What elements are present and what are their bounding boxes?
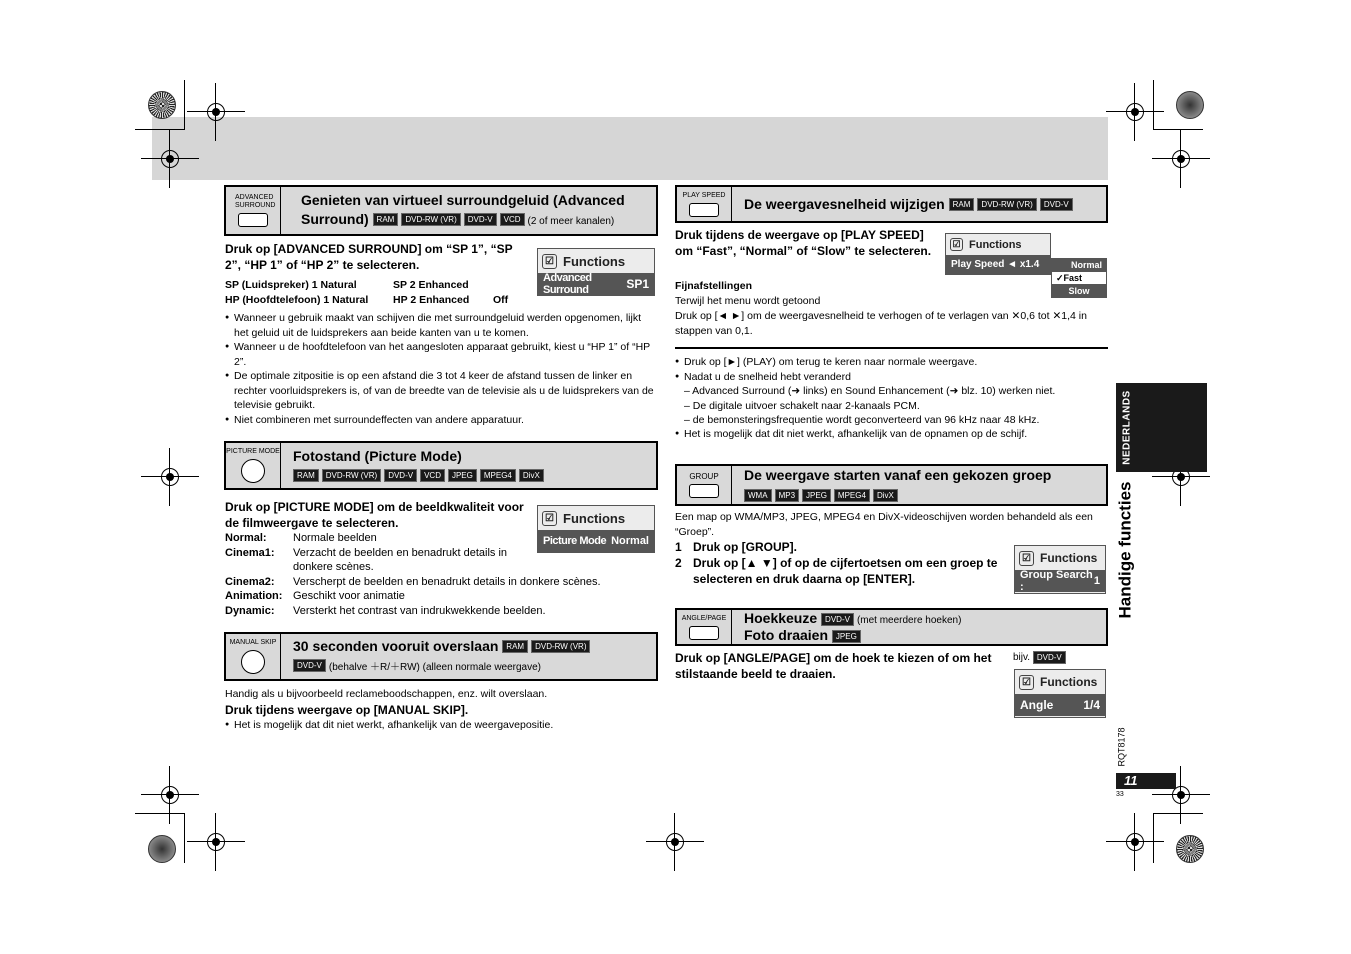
- body-text: Druk op [◄ ►] om de weergavesnelheid te verhogen of te verlagen van ✕0,6 tot ✕1,4 in stappen van 0,1.: [675, 310, 1087, 337]
- osd-header: Functions: [969, 238, 1022, 251]
- crop-line: [1153, 80, 1154, 130]
- osd-value: 1/4: [1083, 698, 1100, 712]
- disc-tag: DVD-V: [293, 659, 326, 672]
- section-title: De weergavesnelheid wijzigen: [744, 195, 945, 212]
- instruction-text: Druk op [PICTURE MODE] om de beeldkwaliteit voor de filmweergave te selecteren.: [225, 500, 524, 530]
- disc-tag: WMA: [744, 489, 772, 502]
- dash-list: [675, 384, 1108, 428]
- doc-code-text: RQT8178: [1117, 727, 1127, 767]
- section-advanced-surround-header: [224, 185, 658, 236]
- check-icon: ☑: [542, 511, 557, 526]
- divider: [675, 347, 1108, 349]
- bullet-list: [675, 427, 1108, 442]
- list-item: – Advanced Surround (➜ links) en Sound Enhancement (➜ blz. 10) werken niet.: [684, 385, 1056, 397]
- mode-item: HP 2 Enhanced: [393, 293, 470, 306]
- manual-skip-button-icon: [226, 634, 281, 679]
- bullet-list: [225, 311, 657, 427]
- list-item: ● Wanneer u gebruik maakt van schijven die met surroundgeluid werden opgenomen, lijkt het geluid uit de luidsprekers aan beide kanten van u te komen.: [225, 311, 657, 340]
- registration-mark-icon: [662, 829, 688, 855]
- body-text: Terwijl het menu wordt getoond: [675, 295, 821, 307]
- functions-osd-group: [1014, 545, 1106, 594]
- check-icon: ☑: [950, 238, 963, 251]
- step-number: 2: [675, 556, 682, 570]
- small-page-number: 33: [1116, 791, 1124, 798]
- osd-value: 1: [1093, 575, 1100, 587]
- osd-label: Play Speed ◄ x1.4: [951, 259, 1040, 270]
- example-label: [1013, 651, 1069, 666]
- play-speed-menu: [1051, 258, 1107, 298]
- crop-line: [1153, 129, 1203, 130]
- section-title: Genieten van virtueel surroundgeluid (Advanced: [301, 191, 625, 208]
- section-note: (met meerdere hoeken): [856, 615, 962, 626]
- list-item: – De digitale uitvoer schakelt naar 2-kanaals PCM.: [684, 399, 920, 412]
- crop-line: [1153, 813, 1203, 814]
- disc-tag: DVD-RW (VR): [977, 198, 1036, 211]
- disc-tag: DVD-V: [1040, 198, 1073, 211]
- osd-header: Functions: [1040, 551, 1098, 565]
- list-item: ● Het is mogelijk dat dit niet werkt, afhankelijk van de opnamen op de schijf.: [675, 427, 1108, 442]
- def-desc: Normale beelden: [293, 532, 377, 544]
- instruction-text: Druk op [ADVANCED SURROUND] om “SP 1”, “SP 2”, “HP 1” of “HP 2” te selecteren.: [225, 242, 513, 272]
- disc-tag: DVD-RW (VR): [401, 213, 460, 226]
- functions-osd-play-speed: [945, 233, 1051, 275]
- button-label: PICTURE MODE: [226, 448, 280, 455]
- registration-star-icon: [148, 91, 176, 119]
- instruction-text: Druk tijdens de weergave op [PLAY SPEED] om “Fast”, “Normal” of “Slow” te selecteren.: [675, 228, 932, 258]
- crop-line: [135, 813, 185, 814]
- menu-item: Normal: [1052, 259, 1106, 271]
- angle-page-button-icon: [677, 610, 732, 644]
- list-item: ● Het is mogelijk dat dit niet werkt, afhankelijk van de weergavepositie.: [225, 718, 655, 733]
- disc-tag: DVD-RW (VR): [322, 469, 381, 482]
- def-desc: Geschikt voor animatie: [293, 590, 405, 602]
- section-note: (2 of meer kanalen): [527, 215, 615, 227]
- crop-line: [184, 80, 185, 130]
- chapter-title: Handige functies: [1115, 481, 1134, 619]
- mode-item: SP 2 Enhanced: [393, 279, 469, 291]
- section-note: (behalve ＋R/＋RW) (alleen normale weergave): [328, 661, 542, 673]
- registration-star-icon: [1176, 835, 1204, 863]
- section-angle-header: [675, 608, 1108, 646]
- disc-tag: VCD: [500, 213, 525, 226]
- header-band: [152, 117, 1108, 180]
- step-number: 1: [675, 540, 682, 554]
- check-icon: ☑: [1019, 675, 1034, 690]
- osd-label: Advanced Surround: [543, 272, 592, 296]
- page-number: 11: [1116, 773, 1176, 789]
- section-manual-skip-header: [224, 632, 658, 681]
- language-label: NEDERLANDS: [1121, 390, 1133, 465]
- check-icon: ☑: [1019, 551, 1034, 566]
- bullet-list: [225, 718, 655, 733]
- section-title: Surround): [301, 210, 369, 227]
- list-item: ● De optimale zitpositie is op een afstand die 3 tot 4 keer de afstand tussen de linker en rechter voorluidsprekers is, of van de breedte van de televisie als u de luidsprekers van de televisie gebruikt.: [225, 369, 657, 413]
- registration-mark-icon: [1122, 99, 1148, 125]
- mode-list: [225, 278, 525, 307]
- list-item: – de bemonsteringsfrequentie wordt geconverteerd van 96 kHz naar 48 kHz.: [684, 414, 1040, 426]
- osd-value: SP1: [626, 277, 649, 291]
- registration-mark-icon: [157, 464, 183, 490]
- def-term: Animation:: [225, 590, 283, 602]
- functions-osd-angle: [1014, 669, 1106, 718]
- osd-label: Angle: [1020, 698, 1054, 712]
- chapter-label: [1110, 470, 1140, 630]
- menu-item: Slow: [1052, 285, 1106, 297]
- button-label: ANGLE/PAGE: [681, 614, 727, 622]
- def-term: Dynamic:: [225, 604, 275, 617]
- registration-mark-icon: [203, 99, 229, 125]
- check-icon: ☑: [542, 254, 557, 269]
- button-label: ADVANCED SURROUND: [235, 194, 276, 209]
- list-item: ● Nadat u de snelheid hebt veranderd: [675, 370, 1108, 385]
- def-desc: Versterkt het contrast van indrukwekkende beelden.: [293, 604, 546, 617]
- subheading: Fijnafstellingen: [675, 280, 753, 292]
- button-label: PLAY SPEED: [682, 191, 726, 199]
- menu-item: ✓Fast: [1052, 271, 1106, 285]
- registration-mark-icon: [157, 782, 183, 808]
- mode-item: Off: [493, 293, 509, 306]
- disc-tag: RAM: [373, 213, 399, 226]
- disc-tag: MP3: [775, 489, 799, 502]
- disc-tag: RAM: [502, 640, 528, 653]
- disc-tag: DVD-V: [821, 613, 854, 626]
- registration-mark-icon: [157, 146, 183, 172]
- section-picture-mode-header: [224, 441, 658, 490]
- osd-header: Functions: [563, 510, 626, 526]
- list-item: ● Druk op [►] (PLAY) om terug te keren naar normale weergave.: [675, 355, 1108, 370]
- list-item: ● Niet combineren met surroundeffecten van andere apparatuur.: [225, 413, 657, 428]
- button-label: MANUAL SKIP: [229, 639, 277, 646]
- section-title: Fotostand (Picture Mode): [293, 447, 462, 464]
- intro-text: Handig als u bijvoorbeeld reclameboodschappen, enz. wilt overslaan.: [225, 688, 548, 700]
- disc-tag: VCD: [420, 469, 445, 482]
- registration-mark-icon: [1168, 146, 1194, 172]
- example-text: bijv.: [1013, 652, 1031, 664]
- bullet-list: [675, 355, 1108, 384]
- osd-header: Functions: [563, 253, 626, 269]
- disc-tag: JPEG: [832, 630, 861, 643]
- disc-tag: RAM: [293, 469, 319, 482]
- disc-tag: MPEG4: [480, 469, 516, 482]
- disc-tag: DivX: [519, 469, 544, 482]
- mode-item: SP (Luidspreker) 1 Natural: [225, 279, 357, 291]
- doc-code: [1112, 725, 1132, 769]
- registration-mark-icon: [203, 829, 229, 855]
- picture-mode-definitions: [225, 531, 645, 618]
- registration-mark-icon: [1122, 829, 1148, 855]
- section-title: Foto draaien: [744, 627, 829, 643]
- osd-header: Functions: [1040, 675, 1098, 689]
- registration-star-icon: [148, 835, 176, 863]
- group-button-icon: [677, 466, 732, 504]
- disc-tag: JPEG: [448, 469, 477, 482]
- advanced-surround-button-icon: [226, 187, 281, 234]
- def-term: Cinema2:: [225, 575, 275, 588]
- crop-line: [1153, 813, 1154, 863]
- section-title: Hoekkeuze: [744, 610, 818, 626]
- registration-star-icon: [1176, 91, 1204, 119]
- play-speed-button-icon: [677, 187, 732, 221]
- disc-tag: RAM: [949, 198, 975, 211]
- disc-tag: MPEG4: [834, 489, 870, 502]
- section-group-header: [675, 464, 1108, 506]
- step-text: Druk op [▲ ▼] of op de cijfertoetsen om een groep te selecteren en druk daarna op [ENTER].: [693, 556, 998, 586]
- disc-tag: DVD-V: [1033, 651, 1066, 664]
- instruction-text: Druk tijdens weergave op [MANUAL SKIP].: [225, 703, 469, 717]
- osd-label: Picture Mode: [543, 535, 607, 547]
- def-desc: Verzacht de beelden en benadrukt details in donkere scènes.: [293, 546, 508, 573]
- osd-value: Normal: [611, 535, 649, 547]
- def-term: Normal:: [225, 532, 267, 544]
- list-item: ● Wanneer u de hoofdtelefoon van het aangesloten apparaat gebruikt, kiest u “HP 1” of “HP 2”.: [225, 340, 657, 369]
- intro-text: Een map op WMA/MP3, JPEG, MPEG4 en DivX-videoschijven worden behandeld als een “Groep”.: [675, 511, 1093, 538]
- osd-label: Group Search :: [1020, 569, 1093, 593]
- step-text: Druk op [GROUP].: [693, 540, 797, 554]
- crop-line: [135, 129, 185, 130]
- instruction-text: Druk op [ANGLE/PAGE] om de hoek te kiezen of om het stilstaande beeld te draaien.: [675, 651, 992, 681]
- disc-tag: DVD-RW (VR): [531, 640, 590, 653]
- section-title: De weergave starten vanaf een gekozen groep: [744, 467, 1052, 483]
- disc-tag: DVD-V: [384, 469, 417, 482]
- def-desc: Verscherpt de beelden en benadrukt details in donkere scènes.: [293, 575, 601, 588]
- crop-line: [184, 813, 185, 863]
- section-play-speed-header: [675, 185, 1108, 223]
- button-label: GROUP: [689, 471, 719, 481]
- disc-tag: JPEG: [802, 489, 831, 502]
- def-term: Cinema1:: [225, 546, 275, 559]
- disc-tag: DivX: [873, 489, 898, 502]
- step-list: [675, 539, 1005, 587]
- language-tab-label: [1116, 383, 1138, 472]
- functions-osd-surround: [537, 248, 655, 296]
- disc-tag: DVD-V: [464, 213, 497, 226]
- picture-mode-button-icon: [226, 443, 281, 488]
- section-title: 30 seconden vooruit overslaan: [293, 637, 499, 654]
- mode-item: HP (Hoofdtelefoon) 1 Natural: [225, 293, 369, 306]
